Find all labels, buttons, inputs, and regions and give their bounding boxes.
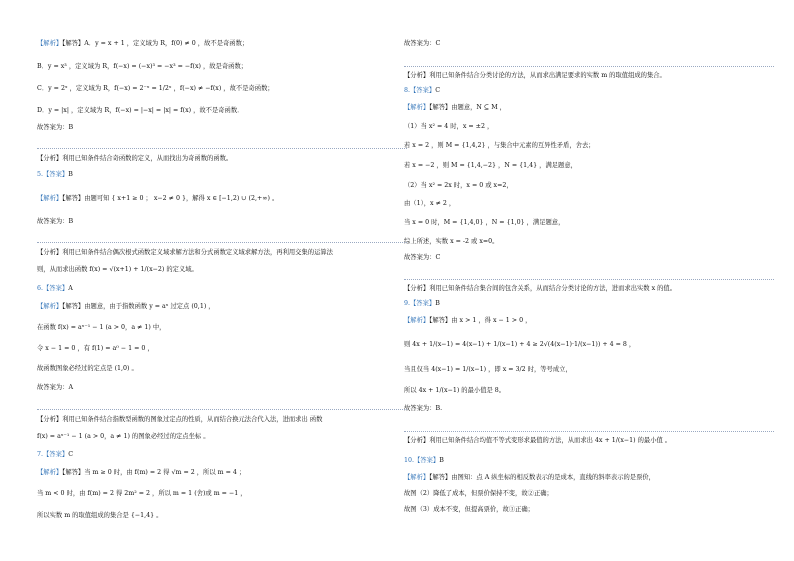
line-text: 在函数 f(x) = aˣ⁻¹ − 1 (a > 0，a ≠ 1) 中， [37, 324, 166, 331]
text-line [37, 218, 73, 226]
text-line [37, 85, 274, 93]
text-line [37, 285, 73, 293]
line-text: 【解答】当 m ≥ 0 时，由 f(m) = 2 得 √m = 2 ，所以 m = 4 ； [62, 469, 246, 476]
line-text: 若 x = 2 ，则 M = {1,4,2} ，与集合中元素的互异性矛盾，舍去； [404, 142, 595, 149]
answer-tag: 7.【答案】 [37, 451, 69, 458]
text-line [404, 490, 553, 498]
text-line [404, 72, 666, 80]
line-text: 【解答】由图知：点 A 纵坐标的相反数表示的是成本，直线的斜率表示的是票价， [429, 474, 655, 481]
line-text: （1）当 x² = 4 时，x = ±2 ， [404, 123, 494, 130]
text-line [404, 40, 440, 48]
line-text: 故答案为：A [37, 384, 74, 391]
line-text: 【解答】由 x > 1 ，得 x − 1 > 0 ， [429, 317, 532, 324]
line-text: 所以 4x + 1/(x−1) 的最小值是 8。 [404, 387, 506, 394]
text-line [404, 341, 635, 349]
answer-tag: 【解析】 [37, 303, 63, 310]
line-text: B [439, 457, 444, 464]
line-text: 故答案为：B [37, 218, 74, 225]
text-line [404, 104, 506, 112]
answer-tag: 【解析】 [37, 40, 63, 47]
answer-tag: 10.【答案】 [404, 457, 440, 464]
separator [37, 148, 407, 149]
text-line [37, 451, 73, 459]
text-line [404, 474, 655, 482]
line-text: 综上所述，实数 x = -2 或 x=0。 [404, 238, 499, 245]
line-text: D．y = |x| ，定义域为 R，f(−x) = |−x| = |x| = f(x) ，故不是奇函数． [37, 107, 244, 114]
line-text: A [68, 285, 73, 292]
line-text: 【分析】利用已知条件结合指数型函数的图象过定点的性质，从而结合换元法合代入法，进而求出 函数 [37, 416, 323, 423]
text-line [404, 238, 498, 246]
text-line [404, 182, 513, 190]
separator [37, 409, 407, 410]
text-line [404, 366, 572, 374]
line-text: 若 x = −2 ，则 M = {1,4,−2} ，N = {1,4} ，满足题意， [404, 162, 577, 169]
text-line [37, 40, 248, 48]
text-line [37, 324, 165, 332]
line-text: 【分析】利用已知条件结合奇函数的定义，从而找出为奇函数的函数。 [37, 155, 233, 162]
answer-tag: 8.【答案】 [404, 87, 436, 94]
text-line [37, 490, 247, 498]
answer-tag: 9.【答案】 [404, 300, 436, 307]
text-line [404, 142, 595, 150]
text-line [37, 416, 322, 424]
line-text: 【分析】利用已知条件结合集合间的包含关系，从而结合分类讨论的方法，进而求出实数 x 的值。 [404, 285, 677, 292]
line-text: 【分析】利用已知条件结合分类讨论的方法，从而求出满足要求的实数 m 的取值组成的集合。 [404, 72, 666, 79]
text-line [404, 317, 531, 325]
text-line [404, 457, 444, 465]
line-text: 故图（2）降低了成本，但票价保持不变，故②正确； [404, 490, 553, 497]
line-text: 【解答】由题意，N ⊆ M ， [429, 104, 506, 111]
text-line [37, 124, 73, 132]
text-line [37, 171, 73, 179]
line-text: 故答案为：C [404, 254, 441, 261]
text-line [37, 384, 73, 392]
line-text: 则，从而求出函数 f(x) = √(x+1) + 1/(x−2) 的定义域。 [37, 266, 198, 273]
text-line [404, 123, 493, 131]
line-text: 故答案为：C [404, 40, 441, 47]
line-text: 故图（3）成本不变，但提高票价，故③正确； [404, 506, 534, 513]
text-line [404, 437, 671, 445]
separator [404, 431, 774, 432]
text-line [404, 254, 440, 262]
line-text: 由（1），x ≠ 2 ， [404, 200, 456, 207]
text-line [37, 512, 162, 520]
line-text: 【解答】由题意，由于指数函数 y = aˣ 过定点 (0,1) ， [62, 303, 215, 310]
separator [37, 242, 407, 243]
line-text: B [68, 171, 73, 178]
line-text: 【分析】利用已知条件结合偶次根式函数定义域求解方法和分式函数定义域求解方法，再利用交集的运算法 [37, 249, 333, 256]
line-text: 故答案为：B [37, 124, 74, 131]
separator [404, 66, 774, 67]
text-line [37, 365, 138, 373]
answer-tag: 【解析】 [404, 474, 430, 481]
text-line [37, 303, 215, 311]
separator [404, 279, 774, 280]
line-text: （2）当 x² = 2x 时，x = 0 或 x=2， [404, 182, 513, 189]
line-text: B [435, 300, 440, 307]
text-line [404, 87, 440, 95]
text-line [37, 155, 232, 163]
answer-tag: 【解析】 [37, 469, 63, 476]
line-text: 【解答】由题可知 { x+1 ≥ 0 ； x−2 ≠ 0 }，解得 x ∈ [−1,2) ∪ (2,+∞) 。 [62, 195, 279, 202]
answer-tag: 6.【答案】 [37, 285, 69, 292]
line-text: 【分析】利用已知条件结合均值不等式变形求最值的方法，从而求出 4x + 1/(x−1) 的最小值 。 [404, 437, 672, 444]
text-line [37, 433, 210, 441]
text-line [404, 300, 440, 308]
line-text: 当 m < 0 时，由 f(m) = 2 得 2m² = 2 ，所以 m = 1 (舍)或 m = −1 ， [37, 490, 247, 497]
text-line [404, 285, 676, 293]
text-line [37, 266, 198, 274]
line-text: 则 4x + 1/(x−1) = 4(x−1) + 1/(x−1) + 4 ≥ 2√(4(x−1)·1/(x−1)) + 4 = 8 ， [404, 341, 636, 348]
line-text: 故函数图象必经过的定点是 (1,0) 。 [37, 365, 138, 372]
answer-tag: 【解析】 [404, 317, 430, 324]
answer-tag: 【解析】 [37, 195, 63, 202]
line-text: 令 x − 1 = 0 ，有 f(1) = a⁰ − 1 = 0 ， [37, 345, 154, 352]
answer-tag: 5.【答案】 [37, 171, 69, 178]
text-line [37, 345, 154, 353]
line-text: f(x) = aˣ⁻¹ − 1 (a > 0，a ≠ 1) 的图象必经过的定点坐标 。 [37, 433, 210, 440]
text-line [404, 200, 455, 208]
line-text: 故答案为：B. [404, 405, 443, 412]
text-line [37, 195, 278, 203]
text-line [37, 63, 247, 71]
text-line [404, 506, 534, 514]
line-text: 当 x = 0 时，M = {1,4,0} ，N = {1,0} ，满足题意， [404, 219, 565, 226]
text-line [404, 405, 442, 413]
text-line [37, 107, 243, 115]
line-text: 当且仅当 4(x−1) = 1/(x−1) ，即 x = 3/2 时，等号成立， [404, 366, 572, 373]
line-text: C [435, 87, 441, 94]
line-text: 所以实数 m 的取值组成的集合是 {−1,4} 。 [37, 512, 163, 519]
line-text: B．y = x³ ，定义域为 R，f(−x) = (−x)³ = −x³ = −f(x) ，故是奇函数； [37, 63, 248, 70]
text-line [404, 219, 564, 227]
answer-tag: 【解析】 [404, 104, 430, 111]
text-line [404, 387, 505, 395]
line-text: C [68, 451, 74, 458]
line-text: C．y = 2ˣ ，定义域为 R，f(−x) = 2⁻ˣ = 1/2ˣ ，f(−x) ≠ −f(x) ，故不是奇函数； [37, 85, 274, 92]
text-line [37, 249, 333, 257]
text-line [404, 162, 577, 170]
text-line [37, 469, 245, 477]
line-text: 【解答】A．y = x + 1 ，定义域为 R，f(0) ≠ 0 ，故不是奇函数； [62, 40, 249, 47]
